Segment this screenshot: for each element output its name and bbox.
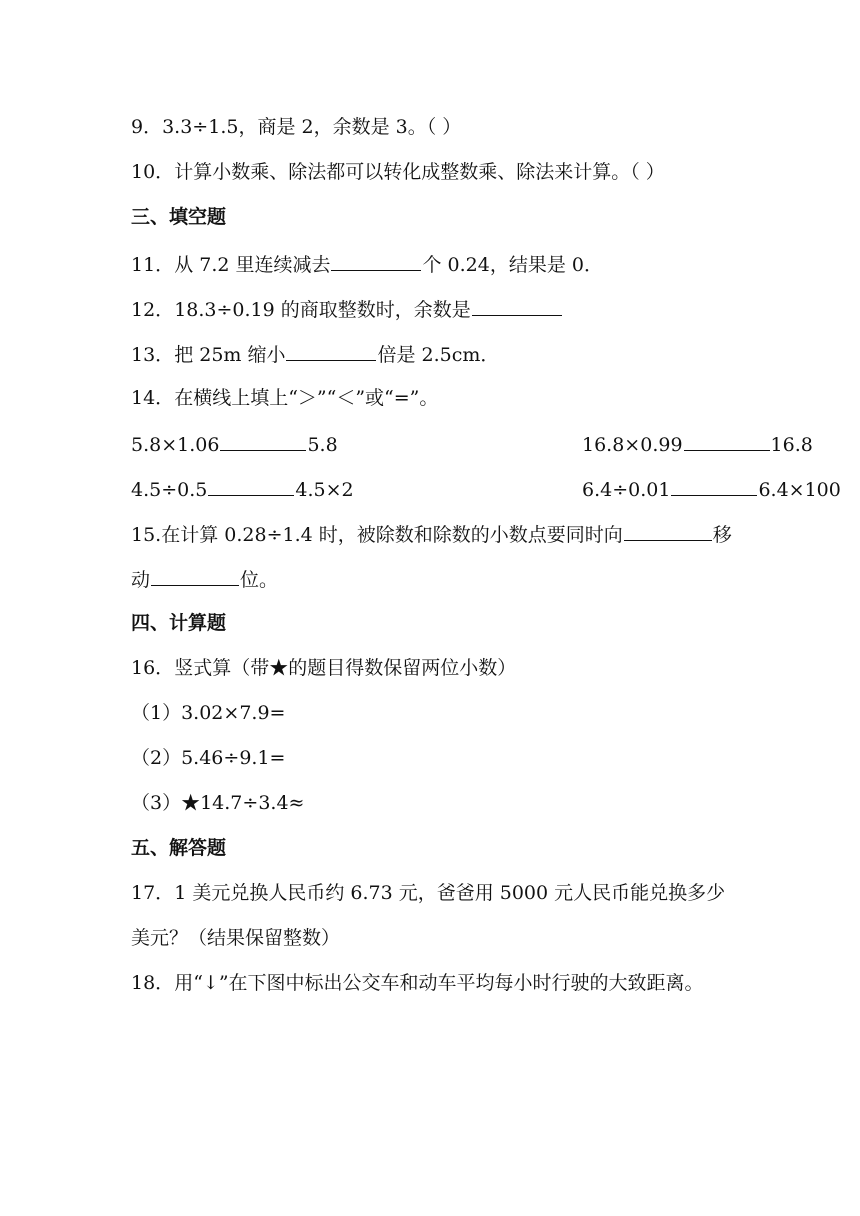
answer-blank[interactable] <box>684 428 770 451</box>
compare-row-2: 4.5÷0.5 4.5×2 6.4÷0.01 6.4×100 <box>131 473 771 503</box>
question-text: 计算小数乘、除法都可以转化成整数乘、除法来计算。（ ） <box>174 161 665 183</box>
question-18 <box>131 968 704 998</box>
question-text: 在横线上填上“＞”“＜”或“=”。 <box>174 387 439 409</box>
question-text: 3.3÷1.5，商是 2，余数是 3。（ ） <box>162 116 462 138</box>
question-number: 9． <box>131 116 163 138</box>
answer-blank[interactable] <box>208 473 294 496</box>
question-number: 12． <box>131 299 175 321</box>
sub-question: （2）5.46÷9.1= <box>131 747 286 769</box>
question-text: 1 美元兑换人民币约 6.73 元，爸爸用 5000 元人民币能兑换多少 <box>174 882 726 904</box>
sub-question: （3）★14.7÷3.4≈ <box>131 792 305 814</box>
section-heading-fill-in: 三、填空题 <box>131 206 227 228</box>
question-14 <box>131 383 438 413</box>
answer-blank[interactable] <box>671 473 757 496</box>
question-number: 17． <box>131 882 175 904</box>
answer-blank[interactable] <box>151 563 239 586</box>
question-text: 竖式算（带★的题目得数保留两位小数） <box>174 657 517 679</box>
answer-blank[interactable] <box>331 248 421 271</box>
question-number: 18． <box>131 972 175 994</box>
question-11: 11．从 7.2 里连续减去 个 0.24，结果是 0． <box>131 248 603 278</box>
question-number: 15. <box>131 524 162 546</box>
compare-row-1: 5.8×1.06 5.8 16.8×0.99 16.8 <box>131 428 771 458</box>
question-9 <box>131 112 461 142</box>
sub-question: （1）3.02×7.9= <box>131 702 286 724</box>
question-15-line-2: 动 位。 <box>131 563 278 593</box>
section-heading-word-problems: 五、解答题 <box>131 837 227 859</box>
question-16 <box>131 653 516 683</box>
section-heading-calculation: 四、计算题 <box>131 612 227 634</box>
question-12: 12．18.3÷0.19 的商取整数时，余数是 <box>131 293 563 323</box>
question-number: 10． <box>131 161 175 183</box>
answer-blank[interactable] <box>286 338 376 361</box>
answer-blank[interactable] <box>220 428 306 451</box>
question-17-line-2: 美元？（结果保留整数） <box>131 927 341 949</box>
question-number: 16． <box>131 657 175 679</box>
answer-blank[interactable] <box>472 293 562 316</box>
question-number: 13． <box>131 344 175 366</box>
question-number: 11． <box>131 254 175 276</box>
question-13: 13．把 25m 缩小 倍是 2.5cm． <box>131 338 499 368</box>
question-number: 14． <box>131 387 175 409</box>
question-15: 15.在计算 0.28÷1.4 时，被除数和除数的小数点要同时向 移 <box>131 518 731 548</box>
question-17 <box>131 878 725 908</box>
answer-blank[interactable] <box>624 518 712 541</box>
question-text: 用“↓”在下图中标出公交车和动车平均每小时行驶的大致距离。 <box>174 972 704 994</box>
question-10 <box>131 157 665 187</box>
